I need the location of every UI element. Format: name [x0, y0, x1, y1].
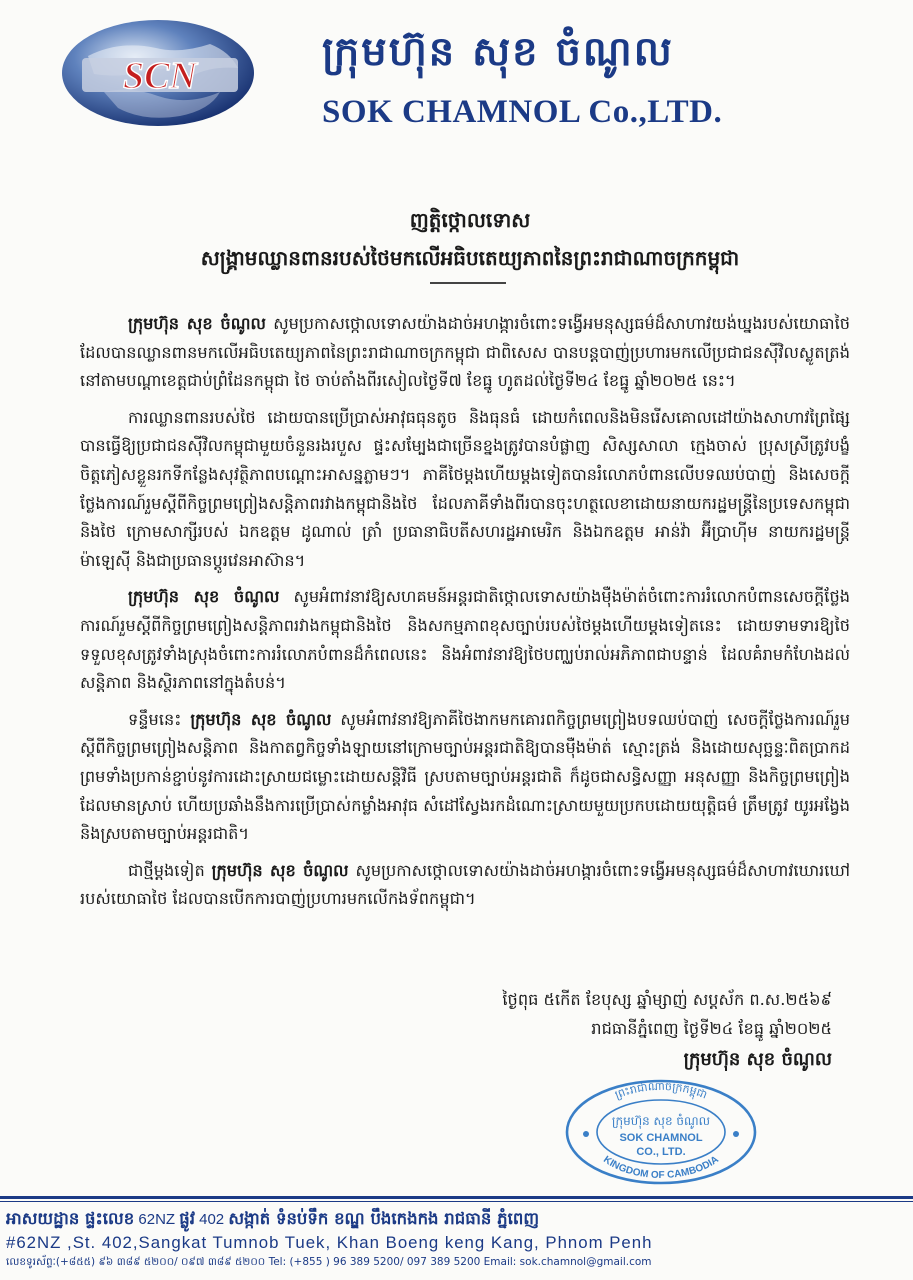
- company-name-inline: ក្រុមហ៊ុន សុខ ចំណូល: [211, 860, 349, 880]
- footer-label: អាសយដ្ឋាន ផ្ទះលេខ: [6, 1209, 135, 1228]
- footer-house-number: 62NZ: [134, 1211, 180, 1228]
- paragraph-2: ការឈ្លានពានរបស់ថៃ ដោយបានប្រើប្រាស់អាវុធធុនតូច និងធុនធំ ដោយកំពេលនិងមិនរើសគោលដៅយ៉ាងសាហាវព្រៃផ្សៃ បានធ្វើឱ្យប្រជាជនស៊ីវិលកម្ពុជាមួយចំនួនរងរបួស ផ្ទះសម្បែងជាច្រើនខ្នងត្រូវបានបំផ្លាញ សិស្សសាលា ក្មេងចាស់ ប្រុសស្រីត្រូវបង្ខំចិត្តភៀសខ្លួនរកទីកន្លែងសុវត្ថិភាពបណ្ដោះអាសន្នភ្លាមៗ។ ភាគីថៃម្ដងហើយម្ដងទៀតបានរំលោភបំពានលើបទឈប់បាញ់ និងសេចក្ដីថ្លែងការណ៍រួមស្ដីពីកិច្ចព្រមព្រៀងសន្តិភាពរវាងកម្ពុជានិងថៃ ដែលភាគីទាំងពីរបានចុះហត្ថលេខាដោយនាយករដ្ឋមន្ត្រីនៃប្រទេសកម្ពុជា និងថៃ ក្រោមសាក្សីរបស់ ឯកឧត្តម ដូណាល់ ត្រាំ ប្រធានាធិបតីសហរដ្ឋអាមេរិក និងឯកឧត្តម អាន់វ៉ា អ៊ីប្រាហ៊ីម នាយករដ្ឋមន្ត្រីម៉ាឡេស៊ី និងជាប្រធានប្ដូរវេនអាស៊ាន។: [80, 407, 850, 570]
- document-body: [80, 310, 850, 922]
- footer-address: [6, 1208, 906, 1271]
- lunar-date: ថ្ងៃពុធ ៥កើត ខែបុស្ស ឆ្នាំម្សាញ់ សប្តស័ក ព.ស.២៥៦៩: [502, 990, 832, 1009]
- footer-street-number: 402: [194, 1211, 229, 1228]
- paragraph-5-lead: ជាថ្មីម្តងទៀត: [128, 860, 212, 880]
- logo-text: SCN: [123, 55, 197, 97]
- footer-contact: លេខទូរស័ព្ទៈ(+៨៥៥) ៩៦ ៣៨៩ ៥២០០/ ០៩៧ ៣៨៩ ៥២០០ Tel: (+855 ) 96 389 5200/ 097 389 5200 Email: sok.chamnol@gmail.com: [6, 1256, 652, 1268]
- company-name-inline: ក្រុមហ៊ុន សុខ ចំណូល: [128, 314, 266, 333]
- paragraph-1-text: សូមប្រកាសថ្កោលទោសយ៉ាងដាច់អហង្ការចំពោះទង្វើអមនុស្សធម៌ដ៏សាហាវយង់ឃ្នងរបស់យោធាថៃ ដែលបានឈ្លានពានមកលើអធិបតេយ្យភាពនៃព្រះរាជាណាចក្រកម្ពុជា ជាពិសេស បានបន្តបាញ់ប្រហារមកលើប្រជាជនស៊ីវិលស្លូតត្រង់នៅតាមបណ្តាខេត្តជាប់ព្រំដែនកម្ពុជា ថៃ ចាប់តាំងពីរសៀលថ្ងៃទី៧ ខែធ្នូ ហូតដល់ថ្ងៃទី២៤ ខែធ្នូ ឆ្នាំ២០២៥ នេះ។: [80, 314, 851, 391]
- stamp-star-icon: [733, 1131, 739, 1137]
- date-signature-block: [80, 985, 832, 1074]
- stamp-bottom-text: KINGDOM OF CAMBODIA: [601, 1154, 721, 1182]
- company-name-khmer: ក្រុមហ៊ុន សុខ ចំណូល: [322, 28, 674, 75]
- paragraph-4-lead: ទន្ទឹមនេះ: [128, 709, 191, 729]
- company-logo: [60, 18, 256, 128]
- paragraph-1: [80, 310, 850, 396]
- signature-name: ក្រុមហ៊ុន សុខ ចំណូល: [683, 1049, 832, 1070]
- stamp-star-icon: [583, 1131, 589, 1137]
- stamp-top-text: ព្រះរាជាណាចក្រកម្ពុជា: [613, 1079, 710, 1102]
- title-divider: [430, 282, 506, 284]
- paragraph-5-text: សូមប្រកាសថ្កោលទោសយ៉ាងដាច់អហង្ការចំពោះទង្វើអមនុស្សធម៌ដ៏សាហាវឃោរឃៅរបស់យោធាថៃ ដែលបានបើកការបាញ់ប្រហារមកលើកងទ័ពកម្ពុជា។: [80, 860, 850, 909]
- footer-address-english: #62NZ ,St. 402,Sangkat Tumnob Tuek, Khan Boeng keng Kang, Phnom Penh: [6, 1233, 653, 1252]
- company-stamp: [564, 1078, 758, 1186]
- paragraph-4: [80, 706, 850, 849]
- footer-district: សង្កាត់ ទំនប់ទឹក ខណ្ឌ បឹងកេងកង រាជធានី ភ្នំពេញ: [228, 1209, 540, 1228]
- paragraph-3: [80, 583, 850, 697]
- letterhead: [60, 12, 880, 132]
- footer-address-khmer: [6, 1208, 906, 1231]
- paragraph-3-text: សូមអំពាវនាវឱ្យសហគមន៍អន្តរជាតិថ្កោលទោសយ៉ាងម៉ឺងម៉ាត់ចំពោះការរំលោកបំពានសេចក្ដីថ្លែងការណ៍រួមស្ដីពីកិច្ចព្រមព្រៀងសន្តិភាពរវាងកម្ពុជានិងថៃ និងសកម្មភាពខុសច្បាប់របស់ថៃម្ដងហើយម្ដងទៀតនេះ ដោយទាមទារឱ្យថៃទទួលខុសត្រូវទាំងស្រុងចំពោះការរំលោភបំពានដ៏កំពេលនេះ និងអំពាវនាវឱ្យថៃបញ្ឈប់រាល់អភិភាពជាបន្ទាន់ ដែលគំរាមកំហែងដល់សន្តិភាព និងស្ថិរភាពនៅក្នុងតំបន់។: [80, 587, 850, 693]
- globe-logo-icon: [60, 18, 256, 128]
- company-name-inline: ក្រុមហ៊ុន សុខ ចំណូល: [190, 709, 332, 729]
- paragraph-4-text: សូមអំពាវនាវឱ្យភាគីថៃងាកមកគោរពកិច្ចព្រមព្រៀងបទឈប់បាញ់ សេចក្ដីថ្លែងការណ៍រួមស្ដីពីកិច្ចព្រមព្រៀងសន្តិភាព និងកាតព្វកិច្ចទាំងឡាយនៅក្រោមច្បាប់អន្តរជាតិឱ្យបានម៉ឺងម៉ាត់ ស្មោះត្រង់ និងដោយសុច្ឆន្ទៈពិតប្រាកដ ព្រមទាំងប្រកាន់ខ្ជាប់នូវការដោះស្រាយជម្លោះដោយសន្តិវិធី ស្របតាមច្បាប់អន្តរជាតិ ក៏ដូចជាសន្ធិសញ្ញា អនុសញ្ញា និងកិច្ចព្រមព្រៀងដែលមានស្រាប់ ហើយប្រឆាំងនឹងការប្រើប្រាស់កម្លាំងអាវុធ សំដៅស្វែងរកដំណោះស្រាយមួយប្រកបដោយយុត្តិធម៌ ត្រឹមត្រូវ យូរអង្វែង និងស្របតាមច្បាប់អន្តរជាតិ។: [80, 709, 851, 844]
- place-date: រាជធានីភ្នំពេញ ថ្ងៃទី២៤ ខែធ្នូ ឆ្នាំ២០២៥: [591, 1019, 832, 1038]
- company-name-english: SOK CHAMNOL Co.,LTD.: [322, 94, 723, 130]
- stamp-center-khmer: ក្រុមហ៊ុន សុខ ចំណូល: [611, 1114, 711, 1128]
- paragraph-5: [80, 857, 850, 914]
- footer-street-label: ផ្លូវ: [179, 1209, 195, 1228]
- footer-divider: [0, 1196, 913, 1199]
- footer-divider-thin: [0, 1201, 913, 1202]
- stamp-center-suffix: CO., LTD.: [636, 1146, 686, 1158]
- stamp-center-english: SOK CHAMNOL: [619, 1132, 703, 1144]
- document-title: ញត្តិថ្កោលទោស: [409, 208, 531, 232]
- document-subtitle: សង្គ្រាមឈ្លានពានរបស់ថៃមកលើអធិបតេយ្យភាពនៃព្រះរាជាណាចក្រកម្ពុជា: [200, 246, 740, 270]
- company-name-inline: ក្រុមហ៊ុន សុខ ចំណូល: [128, 587, 280, 607]
- document-title-block: [100, 205, 840, 273]
